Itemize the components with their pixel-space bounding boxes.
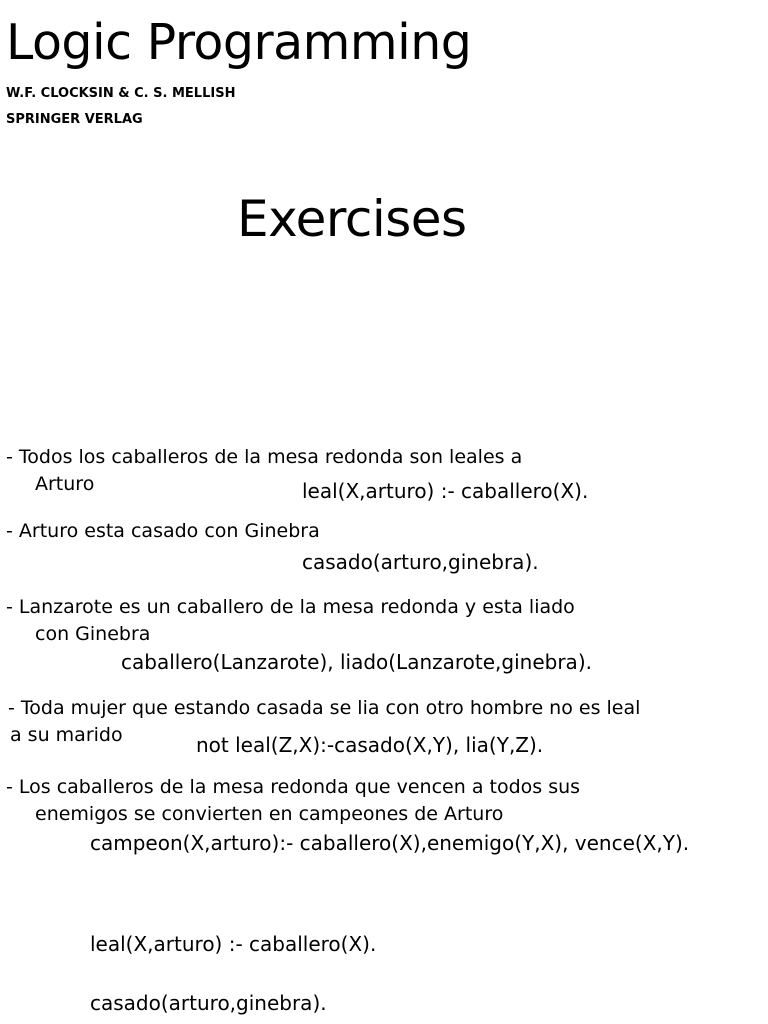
exercise-2-code: casado(arturo,ginebra). (302, 550, 539, 574)
section-heading: Exercises (237, 190, 467, 248)
exercise-4-statement-line-1: - Toda mujer que estando casada se lia con otro hombre no es leal (8, 697, 641, 719)
exercise-4-code: not leal(Z,X):-casado(X,Y), lia(Y,Z). (196, 733, 544, 757)
exercise-5-statement-line-1: - Los caballeros de la mesa redonda que vencen a todos sus (6, 776, 581, 798)
summary-clause-1: leal(X,arturo) :- caballero(X). (90, 932, 377, 956)
exercise-3-statement-line-1: - Lanzarote es un caballero de la mesa redonda y esta liado (6, 596, 575, 618)
exercise-3-code: caballero(Lanzarote), liado(Lanzarote,ginebra). (121, 650, 592, 674)
exercise-1-statement-line-2: Arturo (35, 473, 95, 495)
exercise-5-statement-line-2: enemigos se convierten en campeones de Arturo (35, 803, 504, 825)
summary-clause-2: casado(arturo,ginebra). (90, 991, 327, 1015)
exercise-3-statement-line-2: con Ginebra (35, 623, 151, 645)
exercise-1-statement-line-1: - Todos los caballeros de la mesa redonda son leales a (6, 446, 523, 468)
exercise-5-code: campeon(X,arturo):- caballero(X),enemigo(Y,X), vence(X,Y). (90, 831, 690, 855)
publisher-line: SPRINGER VERLAG (6, 112, 143, 127)
exercise-4-statement-line-2: a su marido (10, 724, 123, 746)
document-title: Logic Programming (6, 14, 472, 71)
exercise-1-code: leal(X,arturo) :- caballero(X). (302, 479, 589, 503)
author-line: W.F. CLOCKSIN & C. S. MELLISH (6, 86, 236, 101)
exercise-2-statement-line-1: - Arturo esta casado con Ginebra (6, 520, 320, 542)
